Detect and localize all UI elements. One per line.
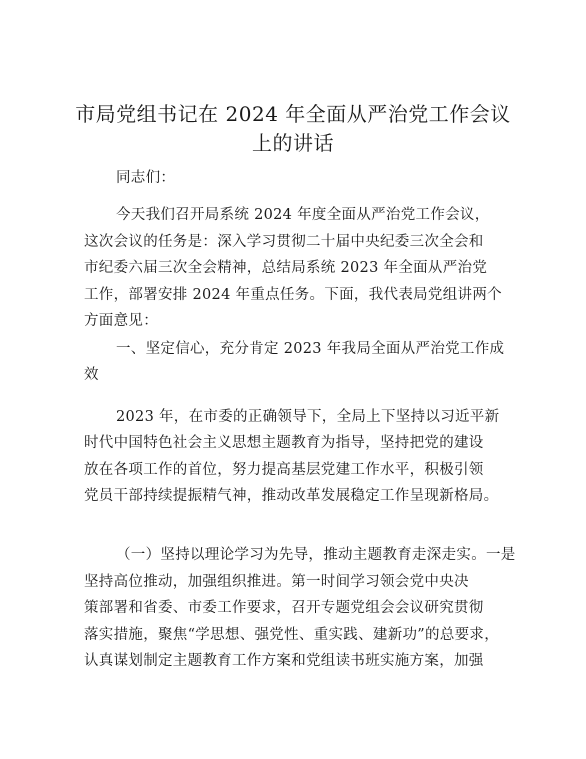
paragraph-line: 今天我们召开局系统 2024 年度全面从严治党工作会议，	[116, 207, 490, 223]
paragraph-line: 方面意见：	[84, 313, 158, 329]
paragraph-line: 工作，部署安排 2024 年重点任务。下面，我代表局党组讲两个	[84, 287, 502, 303]
paragraph-line: 时代中国特色社会主义思想主题教育为指导，坚持把党的建设	[84, 435, 484, 451]
paragraph-line: 落实措施，聚焦“学思想、强党性、重实践、建新功”的总要求，	[84, 627, 500, 643]
section-heading-line: 一、坚定信心，充分肯定 2023 年我局全面从严治党工作成	[116, 341, 505, 357]
salutation: 同志们：	[116, 170, 176, 186]
paragraph-line: 认真谋划制定主题教育工作方案和党组读书班实施方案，加强	[84, 653, 484, 669]
paragraph-line: 这次会议的任务是：深入学习贯彻二十届中央纪委三次全会和	[84, 234, 484, 250]
paragraph-line: 党员干部持续提振精气神，推动改革发展稳定工作呈现新格局。	[84, 488, 499, 504]
section-heading-line: 效	[84, 367, 99, 383]
paragraph-line: 放在各项工作的首位，努力提高基层党建工作水平，积极引领	[84, 462, 484, 478]
paragraph-line: 2023 年，在市委的正确领导下，全局上下坚持以习近平新	[116, 409, 500, 425]
document-title-line-1: 市局党组书记在 2024 年全面从严治党工作会议	[75, 102, 511, 126]
paragraph-line: 市纪委六届三次全会精神，总结局系统 2023 年全面从严治党	[84, 260, 488, 276]
document-title-line-2: 上的讲话	[252, 131, 334, 155]
paragraph-line: 策部署和省委、市委工作要求，召开专题党组会会议研究贯彻	[84, 600, 484, 616]
paragraph-line: 坚持高位推动，加强组织推进。第一时间学习领会党中央决	[84, 574, 469, 590]
paragraph-line: （一）坚持以理论学习为先导，推动主题教育走深走实。一是	[116, 547, 516, 563]
